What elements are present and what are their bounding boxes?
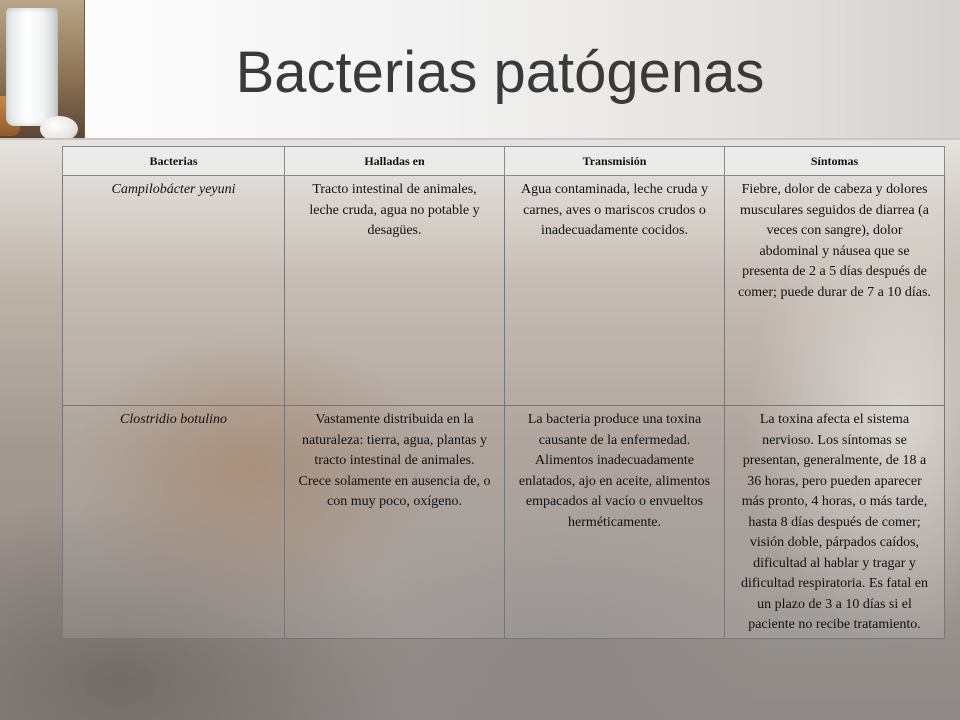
column-header-transmision: Transmisión bbox=[505, 147, 725, 176]
bacteria-name: Clostridio botulino bbox=[63, 406, 285, 639]
table-row bbox=[63, 406, 945, 639]
header-divider bbox=[0, 138, 960, 140]
page-title: Bacterias patógenas bbox=[235, 40, 765, 105]
bacteria-table bbox=[62, 146, 945, 639]
egg-shape bbox=[40, 116, 78, 139]
transmission-cell: Agua contaminada, leche cruda y carnes, aves o mariscos crudos o inadecuadamente cocidos. bbox=[505, 176, 725, 406]
column-header-bacterias: Bacterias bbox=[63, 147, 285, 176]
table-row bbox=[63, 176, 945, 406]
column-header-halladas-en: Halladas en bbox=[285, 147, 505, 176]
transmission-cell: La bacteria produce una toxina causante de la enfermedad. Alimentos inadecuadamente enlatados, ajo en aceite, alimentos empacados al vacío o envueltos herméticamente. bbox=[505, 406, 725, 639]
symptoms-cell: La toxina afecta el sistema nervioso. Los síntomas se presentan, generalmente, de 18 a 36 horas, pero pueden aparecer más pronto, 4 horas, o más tarde, hasta 8 días después de comer; visión doble, párpados caídos, dificultad al hablar y tragar y dificultad respiratoria. Es fatal en un plazo de 3 a 10 días si el paciente no recibe tratamiento. bbox=[725, 406, 945, 639]
symptoms-cell: Fiebre, dolor de cabeza y dolores musculares seguidos de diarrea (a veces con sangre), dolor abdominal y náusea que se presenta de 2 a 5 días después de comer; puede durar de 7 a 10 días. bbox=[725, 176, 945, 406]
bacteria-name: Campilobácter yeyuni bbox=[63, 176, 285, 406]
column-header-sintomas: Síntomas bbox=[725, 147, 945, 176]
table-header-row bbox=[63, 147, 945, 176]
found-in-cell: Tracto intestinal de animales, leche cruda, agua no potable y desagües. bbox=[285, 176, 505, 406]
found-in-cell: Vastamente distribuida en la naturaleza: tierra, agua, plantas y tracto intestinal de animales. Crece solamente en ausencia de, o con muy poco, oxígeno. bbox=[285, 406, 505, 639]
